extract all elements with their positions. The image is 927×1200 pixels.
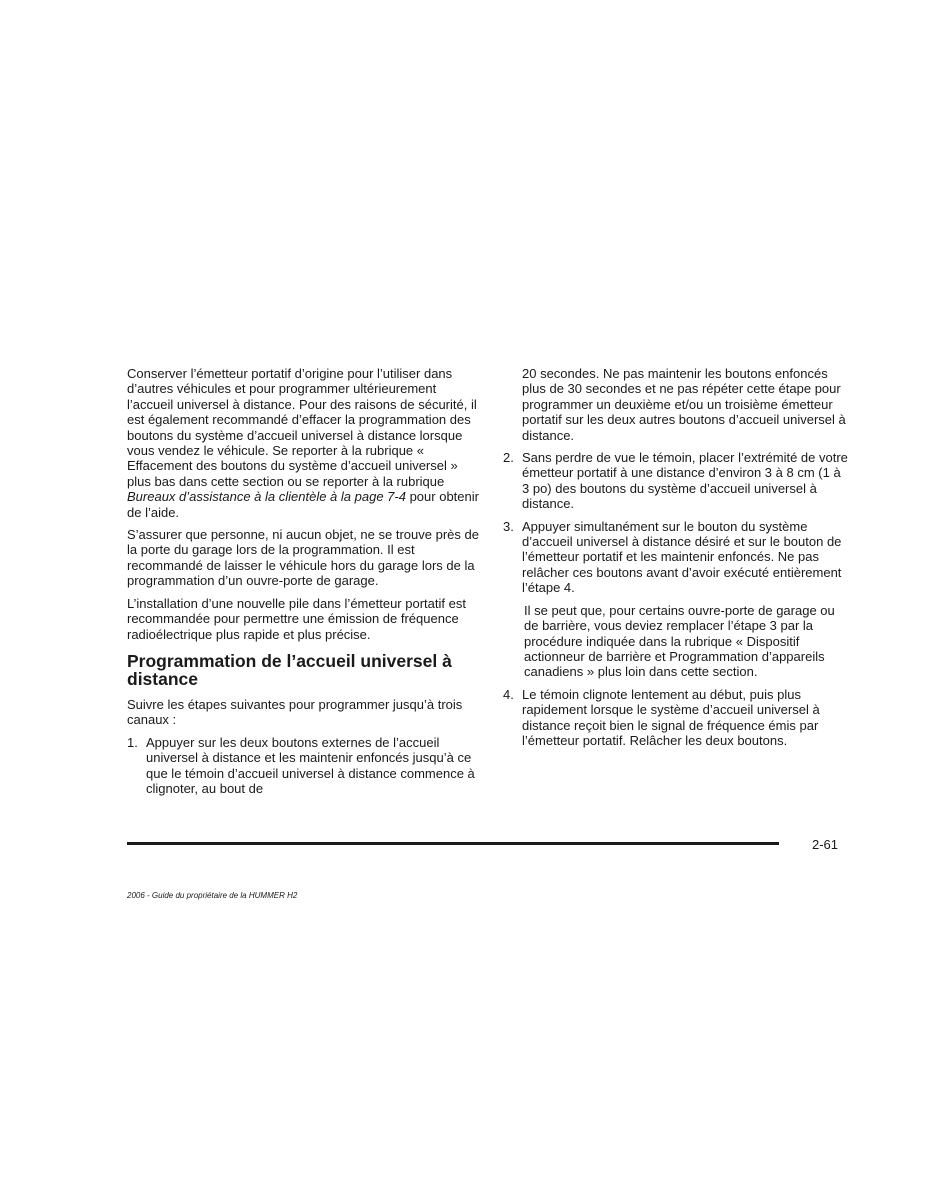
paragraph-text: pour obtenir de l’aide.	[127, 489, 479, 520]
paragraph-battery: L’installation d’une nouvelle pile dans l’émetteur portatif est recommandée pour permettre une émission de fréquence radioélectrique plus rapide et plus précise.	[127, 595, 466, 642]
step-number: 3.	[503, 518, 514, 534]
paragraph-intro: Suivre les étapes suivantes pour programmer jusqu’à trois canaux :	[127, 696, 463, 728]
footer-text: 2006 - Guide du propriétaire de la HUMMER H2	[127, 891, 298, 900]
step-text: Sans perdre de vue le témoin, placer l’extrémité de votre émetteur portatif à une distance d’environ 3 à 8 cm (1 à 3 po) des boutons du système d’accueil universel à distance.	[522, 450, 848, 512]
paragraph-keep-transmitter	[127, 366, 479, 520]
step-text: Le témoin clignote lentement au début, puis plus rapidement lorsque le système d’accueil universel à distance reçoit bien le signal de fréquence émis par l’émetteur portatif. Relâcher les deux boutons.	[522, 686, 820, 748]
left-column	[127, 366, 479, 803]
footer-rule	[127, 842, 779, 845]
step-2	[503, 450, 848, 512]
paragraph-text: Conserver l’émetteur portatif d’origine pour l’utiliser dans d’autres véhicules et pour programmer ultérieurement l’accueil universel à distance. Pour des raisons de sécurité, il est également recommandé d’effacer la programmation des boutons du système d’accueil universel à distance lorsque vous vendez le véhicule. Se reporter à la rubrique « Effacement des boutons du système d’accueil universel » plus bas dans cette section ou se reporter à la rubrique	[127, 366, 477, 489]
step-text: Appuyer simultanément sur le bouton du système d’accueil universel à distance désiré et sur le bouton de l’émetteur portatif et les maintenir enfoncés. Ne pas relâcher ces boutons avant d’avoir exécuté entièrement l’étape 4.	[522, 518, 842, 596]
step-1	[127, 735, 479, 797]
step-4	[503, 687, 848, 749]
paragraph-safety: S’assurer que personne, ni aucun objet, ne se trouve près de la porte du garage lors de la programmation. Il est recommandé de laisser le véhicule hors du garage lors de la programmation d’un ouvre-porte de garage.	[127, 527, 479, 589]
step-3-note: Il se peut que, pour certains ouvre-porte de garage ou de barrière, vous deviez remplacer l’étape 3 par la procédure indiquée dans la rubrique « Dispositif actionneur de barrière et Programmation d’appareils canadiens » plus loin dans cette section.	[524, 602, 835, 680]
step-number: 4.	[503, 686, 514, 702]
step-1-continued: 20 secondes. Ne pas maintenir les boutons enfoncés plus de 30 secondes et ne pas répéter cette étape pour programmer un deuxième et/ou un troisième émetteur portatif sur les deux autres boutons d’accueil universel à distance.	[522, 366, 846, 443]
step-text: Appuyer sur les deux boutons externes de l’accueil universel à distance et les maintenir enfoncés jusqu’à ce que le témoin d’accueil universel à distance commence à clignoter, au bout de	[146, 734, 475, 796]
page-number: 2-61	[812, 837, 839, 852]
step-number: 1.	[127, 734, 138, 750]
step-number: 2.	[503, 450, 514, 466]
section-heading: Programmation de l’accueil universel à distance	[127, 650, 452, 689]
right-column	[503, 366, 848, 755]
step-3	[503, 519, 848, 596]
cross-reference-link[interactable]: Bureaux d’assistance à la clientèle à la page 7-4	[127, 489, 406, 505]
